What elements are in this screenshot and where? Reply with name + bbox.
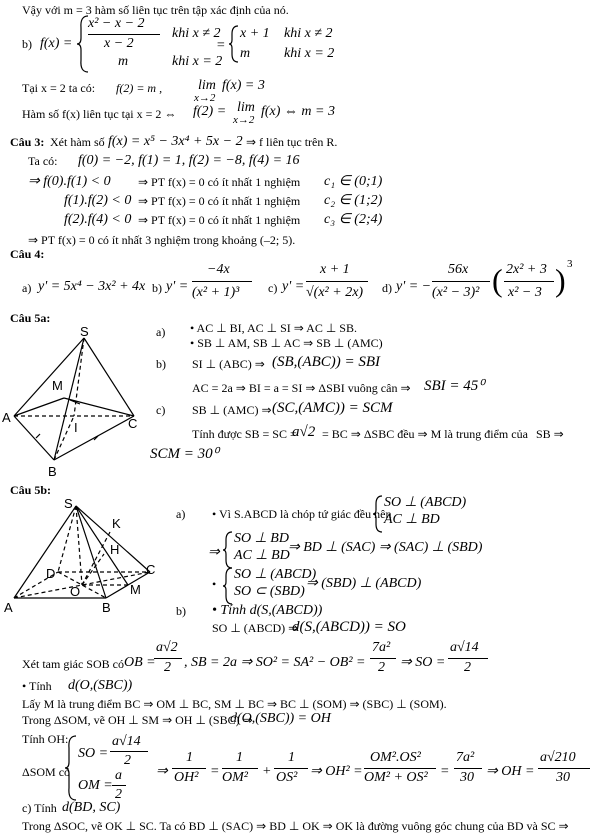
c4-c-num: x + 1 — [320, 262, 350, 277]
doc-a: • Tính — [22, 679, 52, 693]
b-den: x − 2 — [104, 36, 134, 51]
som-s1d: 2 — [124, 753, 131, 768]
brace-a2 — [222, 530, 234, 570]
b-cond2: khi x = 2 — [172, 54, 223, 69]
c4-d-bar2 — [504, 281, 554, 282]
c3-l3b: ⇒ PT f(x) = 0 có ít nhất 1 nghiệm — [138, 175, 301, 189]
som-eq1: = — [210, 764, 220, 779]
c3-l5c: c₃ ∈ (2;4) — [324, 212, 383, 227]
c3-a: Xét hàm số — [50, 135, 105, 149]
c4-a: y' = 5x⁴ − 3x² + 4x — [38, 279, 146, 294]
b-num: x² − x − 2 — [88, 16, 145, 31]
pyramid-figure-5b — [0, 494, 170, 618]
c3-l3a: ⇒ f(0).f(1) < 0 — [28, 174, 111, 189]
c5b-b-label: b) — [176, 604, 186, 618]
vertex-c-label: C — [128, 416, 138, 431]
pyramid-figure-5a — [0, 320, 150, 480]
som-f6bar — [538, 768, 590, 769]
b-fx: f(x) = — [40, 36, 73, 51]
c4-d-lparen: ( — [492, 262, 503, 298]
som-f6d: 30 — [556, 770, 570, 785]
l03-limsub: x→2 — [194, 92, 216, 104]
som-s2bar — [112, 785, 126, 786]
c4-heading: Câu 4: — [10, 247, 45, 261]
brace-som — [64, 734, 78, 802]
som-f5n: 7a² — [456, 750, 475, 765]
som-f2d: OM² — [222, 770, 248, 785]
som-s2n: a — [115, 768, 122, 783]
c4-b-num: −4x — [207, 262, 230, 277]
l03-lim: lim — [198, 78, 216, 93]
som-f1d: OH² — [174, 770, 199, 785]
c4-d-exp: 3 — [567, 258, 573, 270]
c4-b-bar — [192, 281, 252, 282]
som-f2n: 1 — [236, 750, 243, 765]
tinh-oh: Tính OH: — [22, 732, 69, 746]
c5b-a-label: a) — [176, 507, 186, 521]
som-r3: ⇒ OH = — [486, 764, 535, 779]
c4-b-den: (x² + 1)³ — [192, 285, 240, 300]
l04-a: Hàm số f(x) liên tục tại x = 2 ⇔ — [22, 107, 177, 121]
sob-e: ⇒ SO = — [400, 655, 446, 670]
vertex-a-label: A — [2, 410, 11, 425]
c5a-a1: • AC ⊥ BI, AC ⊥ SI ⇒ AC ⊥ SB. — [190, 321, 357, 335]
point-o-label: O — [70, 584, 81, 599]
vertex-d-label: D — [46, 566, 56, 581]
c5b-b2a: SO ⊥ (ABCD) ⇒ — [212, 621, 299, 635]
som-r1: ⇒ — [156, 764, 168, 779]
point-h-label: H — [110, 542, 120, 557]
sob-bar1 — [154, 658, 182, 659]
c5b-b2b: d(S,(ABCD)) = SO — [292, 619, 406, 635]
c4-d-y: y' = − — [396, 279, 432, 294]
som-f5bar — [454, 768, 482, 769]
last-line: Trong ΔSOC, vẽ OK ⊥ SC. Ta có BD ⊥ (SAC) ⇒ BD ⊥ OK ⇒ OK là đường vuông góc chung của BD và SC ⇒ — [22, 819, 569, 833]
c4-d-den2: x² − 3 — [508, 285, 542, 300]
point-i-label: I — [74, 420, 78, 435]
l04-lim: lim — [237, 100, 255, 115]
som-f4n: OM².OS² — [370, 750, 421, 765]
part-b-label: b) — [22, 37, 32, 51]
l04-c: f(x) ⇔ m = 3 — [261, 104, 335, 119]
l04-limsub: x→2 — [233, 114, 255, 126]
som-f4bar — [364, 768, 436, 769]
trong-a: Trong ΔSOM, vẽ OH ⊥ SM ⇒ OH ⊥ (SBC) ⇒ — [22, 713, 253, 727]
b-m: m — [118, 54, 129, 69]
c5b-a2s2: AC ⊥ BD — [234, 548, 290, 563]
som-s1bar — [110, 751, 148, 752]
b-r1: x + 1 — [240, 26, 270, 41]
c3-l5a: f(2).f(4) < 0 — [64, 212, 132, 227]
som-f3d: OS² — [276, 770, 298, 785]
c4-d-label: d) — [382, 281, 392, 295]
c4-d-num2: 2x² + 3 — [506, 262, 547, 277]
som-f1bar — [172, 768, 206, 769]
c5b-a3s2: SO ⊂ (SBD) — [234, 584, 305, 599]
sob-b: OB = — [124, 655, 156, 670]
sob-d1: 2 — [164, 660, 171, 675]
som-s1n: a√14 — [112, 734, 141, 749]
c5b-a2s1: SO ⊥ BD — [234, 531, 289, 546]
b-r1c: khi x ≠ 2 — [284, 26, 333, 41]
c5a-c-label: c) — [156, 403, 166, 417]
sob-n2: 7a² — [372, 640, 391, 655]
c5b-a3r: ⇒ (SBD) ⊥ (ABCD) — [306, 576, 422, 591]
c5a-b-label: b) — [156, 357, 166, 371]
c4-d-den: (x² − 3)² — [432, 285, 480, 300]
c5a-a2: • SB ⊥ AM, SB ⊥ AC ⇒ SB ⊥ (AMC) — [190, 336, 383, 350]
c3-heading: Câu 3: — [10, 135, 45, 149]
som-f5d: 30 — [460, 770, 474, 785]
som-plus: + — [262, 764, 272, 779]
l03-c: f(x) = 3 — [222, 78, 265, 93]
vertex-s-label: S — [64, 496, 73, 511]
c4-b-y: y' = — [166, 279, 189, 294]
c4-b-label: b) — [152, 281, 162, 295]
c3-l5b: ⇒ PT f(x) = 0 có ít nhất 1 nghiệm — [138, 213, 301, 227]
c4-c-y: y' = — [282, 279, 305, 294]
point-m-label: M — [130, 582, 141, 597]
c3-l4b: ⇒ PT f(x) = 0 có ít nhất 1 nghiệm — [138, 194, 301, 208]
c5b-a3s1: SO ⊥ (ABCD) — [234, 567, 317, 582]
c5b-heading: Câu 5b: — [10, 483, 52, 497]
c5b-a2r: ⇒ BD ⊥ (SAC) ⇒ (SAC) ⊥ (SBD) — [288, 540, 483, 555]
c5a-b2a: AC = 2a ⇒ BI = a = SI ⇒ ΔSBI vuông cân ⇒ — [192, 381, 411, 395]
c5a-b2b: SBI = 45⁰ — [424, 378, 485, 394]
sob-n3: a√14 — [450, 640, 479, 655]
cd-b: d(BD, SC) — [62, 800, 121, 815]
sob-bar2 — [370, 658, 396, 659]
c4-c-den: √(x² + 2x) — [306, 285, 364, 300]
c5a-c2c: = BC ⇒ ΔSBC đều ⇒ M là trung điểm của — [322, 427, 528, 441]
c5a-b1b: (SB,(ABC)) = SBI — [272, 354, 381, 370]
c5b-a3-bullet: • — [212, 577, 217, 591]
som-f6n: a√210 — [540, 750, 576, 765]
trong-b: d(O,(SBC)) = OH — [230, 711, 331, 726]
vertex-s-label: S — [80, 324, 89, 339]
c5a-c1b: (SC,(AMC)) = SCM — [272, 400, 393, 416]
c3-l4c: c₂ ∈ (1;2) — [324, 193, 383, 208]
c3-l4a: f(1).f(2) < 0 — [64, 193, 132, 208]
c4-d-rparen: ) — [555, 262, 566, 298]
c5a-c2d: SB ⇒ — [536, 427, 564, 441]
c3-l6: ⇒ PT f(x) = 0 có ít nhất 3 nghiệm trong khoảng (–2; 5). — [28, 233, 296, 247]
c5a-b1a: SI ⊥ (ABC) ⇒ — [192, 357, 265, 371]
point-k-label: K — [112, 516, 121, 531]
som-eq2: = — [440, 764, 450, 779]
c3-function: f(x) = x⁵ − 3x⁴ + 5x − 2 — [108, 134, 243, 149]
vertex-b-label: B — [48, 464, 57, 479]
c5b-a1s2: AC ⊥ BD — [384, 512, 440, 527]
c5b-a1s1: SO ⊥ (ABCD) — [384, 495, 467, 510]
b-eq: = — [216, 38, 226, 53]
som-f3bar — [274, 768, 308, 769]
som-r2: ⇒ OH² = — [310, 764, 363, 779]
sob-a: Xét tam giác SOB có — [22, 657, 124, 671]
brace-a3 — [222, 566, 234, 606]
lm-line: Lấy M là trung điểm BC ⇒ OM ⊥ BC, SM ⊥ BC ⇒ BC ⊥ (SOM) ⇒ (SBC) ⊥ (SOM). — [22, 697, 447, 711]
l04-b: f(2) = — [193, 104, 227, 119]
vertex-c-label: C — [146, 562, 156, 577]
cd-a: c) Tính — [22, 801, 57, 815]
l03-b: f(2) = m , — [116, 81, 163, 95]
som-f1n: 1 — [186, 750, 193, 765]
doc-b: d(O,(SBC)) — [68, 678, 133, 693]
c5a-c1a: SB ⊥ (AMC) ⇒ — [192, 403, 272, 417]
c5b-a2-arrow: ⇒ — [208, 545, 220, 560]
c3-l2a: Ta có: — [28, 154, 58, 168]
som-f3n: 1 — [288, 750, 295, 765]
som-s2d: 2 — [115, 787, 122, 802]
c4-a-label: a) — [22, 281, 32, 295]
sob-bar3 — [448, 658, 488, 659]
right-brace — [228, 24, 240, 64]
conclusion-line: Vậy với m = 3 hàm số liên tục trên tập xác định của nó. — [22, 3, 289, 17]
c4-c-label: c) — [268, 281, 278, 295]
vertex-b-label: B — [102, 600, 111, 615]
b-cond1: khi x ≠ 2 — [172, 26, 221, 41]
som-s1a: SO = — [78, 746, 109, 761]
sob-n1: a√2 — [156, 640, 178, 655]
c5b-b1: • Tính d(S,(ABCD)) — [212, 603, 323, 618]
c4-d-bar — [432, 281, 490, 282]
c5a-heading: Câu 5a: — [10, 311, 51, 325]
c3-values: f(0) = −2, f(1) = 1, f(2) = −8, f(4) = 16 — [78, 153, 300, 168]
c3-c: ⇒ f liên tục trên R. — [246, 135, 338, 149]
c5b-a1: • Vì S.ABCD là chóp tứ giác đều nên — [212, 507, 392, 521]
c5a-c2b: a√2 — [292, 424, 316, 440]
som-f4d: OM² + OS² — [364, 770, 428, 785]
sob-c: , SB = 2a ⇒ SO² = SA² − OB² = — [184, 655, 366, 670]
c4-d-num: 56x — [448, 262, 469, 277]
b-r2c: khi x = 2 — [284, 46, 335, 61]
sob-d2: 2 — [378, 660, 385, 675]
c5a-c2a: Tính được SB = SC = — [192, 427, 297, 441]
b-r2: m — [240, 46, 251, 61]
l03-a: Tại x = 2 ta có: — [22, 81, 96, 95]
b-frac-bar — [88, 34, 160, 35]
som-a: ΔSOM có — [22, 765, 71, 779]
vertex-a-label: A — [4, 600, 13, 615]
c4-c-bar — [306, 281, 368, 282]
point-m-label: M — [52, 378, 63, 393]
sob-d3: 2 — [464, 660, 471, 675]
c5a-c3: SCM = 30⁰ — [150, 446, 219, 462]
som-s2a: OM = — [78, 778, 113, 793]
c3-l3c: c₁ ∈ (0;1) — [324, 174, 383, 189]
brace-a1 — [372, 494, 384, 534]
som-f2bar — [222, 768, 258, 769]
c5a-a-label: a) — [156, 325, 166, 339]
